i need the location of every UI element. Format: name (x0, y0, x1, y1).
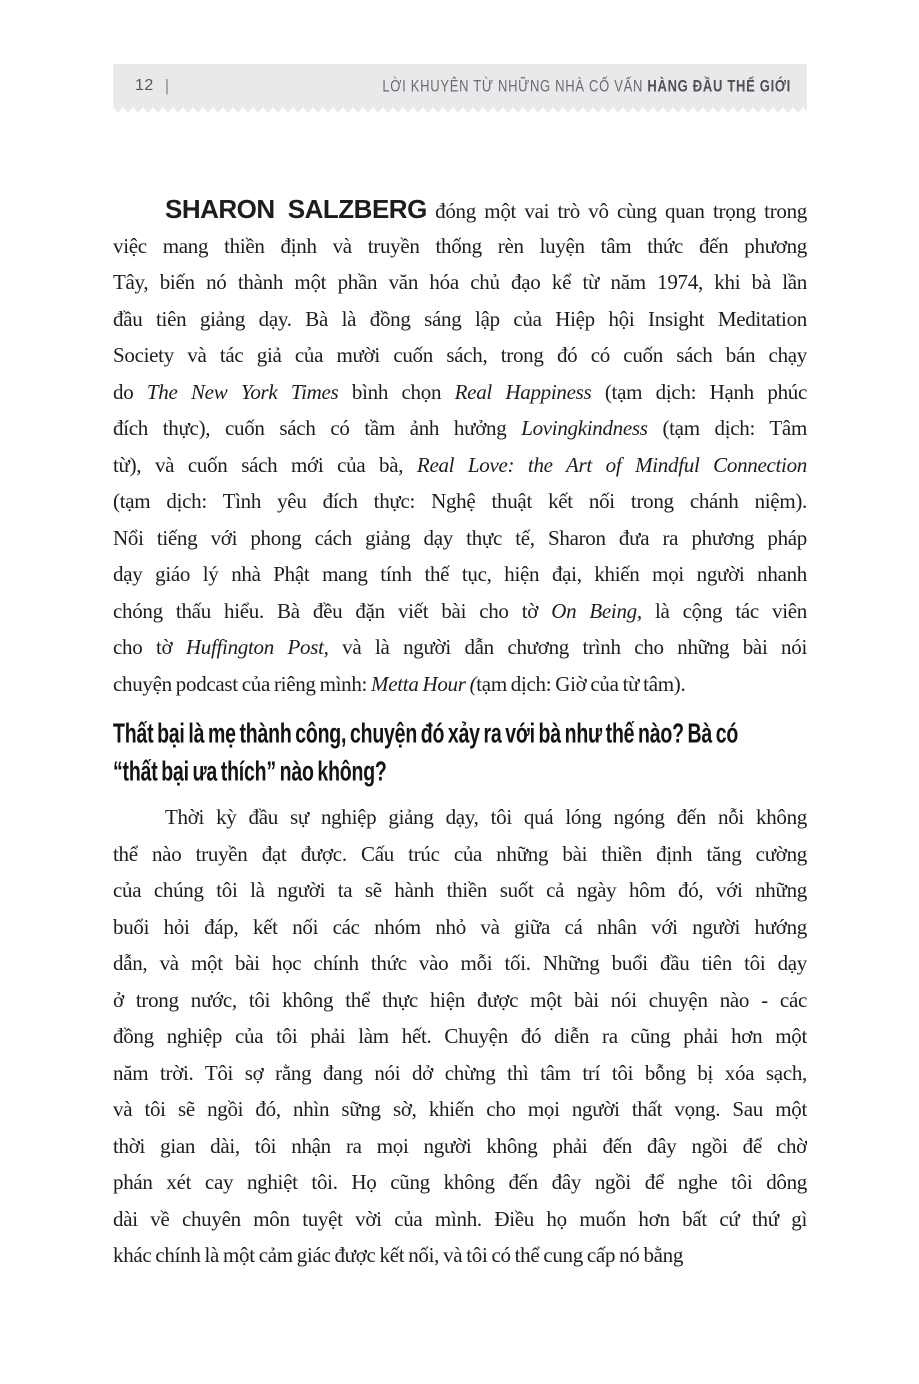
text-line (113, 982, 807, 1019)
text-line (113, 337, 807, 374)
text-line (113, 447, 807, 484)
page-number: 12 (135, 76, 154, 94)
text-run: Society và tác giả của mười cuốn sách, trong đó có cuốn sách bán chạy (113, 343, 807, 367)
page-header (113, 64, 807, 107)
text-line (113, 1018, 807, 1055)
running-head-regular: LỜI KHUYÊN TỪ NHỮNG NHÀ CỐ VẤN (382, 75, 648, 96)
person-name: SHARON SALZBERG (165, 194, 427, 224)
text-line (113, 1091, 807, 1128)
text-run: phán xét cay nghiệt tôi. Họ cũng không đến đây ngồi để nghe tôi dông (113, 1170, 807, 1194)
text-run: đầu tiên giảng dạy. Bà là đồng sáng lập của Hiệp hội Insight Meditation (113, 306, 807, 331)
text-run: (tạm dịch: Tâm (647, 416, 807, 440)
text-line (113, 556, 807, 593)
text-line (113, 191, 807, 228)
text-line (113, 872, 807, 909)
italic-title-text: Real Happiness (454, 379, 592, 404)
text-run: việc mang thiền định và truyền thống rèn luyện tâm thức đến phương (113, 233, 807, 258)
italic-title-text: Lovingkindness (521, 416, 648, 440)
text-run: chuyện podcast của riêng mình: (113, 671, 372, 696)
italic-title-text: The New York Times (146, 379, 339, 404)
text-line (113, 1237, 807, 1274)
text-line (113, 666, 807, 703)
question-heading-line: “thất bại ưa thích” nào không? (113, 756, 387, 788)
page-number-divider: | (164, 75, 170, 95)
text-run: là cộng tác viên (641, 598, 807, 623)
text-line (113, 593, 807, 630)
question-heading-line: Thất bại là mẹ thành công, chuyện đó xảy ra với bà như thế nào? Bà có (113, 718, 739, 750)
running-head (382, 76, 791, 96)
text-line (113, 483, 807, 520)
text-run: buổi hỏi đáp, kết nối các nhóm nhỏ và giữa cá nhân với người hướng (113, 914, 807, 939)
text-run: Nổi tiếng với phong cách giảng dạy thực tế, Sharon đưa ra phương pháp (113, 525, 807, 550)
text-run: từ), và cuốn sách mới của bà, (113, 452, 417, 477)
text-line (113, 410, 807, 447)
text-run: ở trong nước, tôi không thể thực hiện được một bài nói chuyện nào - các (113, 987, 807, 1012)
text-run: chóng thấu hiểu. Bà đều đặn viết bài cho tờ (113, 598, 552, 623)
text-run: và tôi sẽ ngồi đó, nhìn sững sờ, khiến cho mọi người thất vọng. Sau một (113, 1097, 807, 1121)
text-line (113, 1055, 807, 1092)
page-number-group (135, 76, 170, 96)
text-run: dẫn, và một bài học chính thức vào mỗi tối. Những buổi đầu tiên tôi dạy (113, 951, 807, 975)
text-run: thể nào truyền đạt được. Cấu trúc của những bài thiền định tăng cường (113, 841, 807, 866)
text-line (113, 836, 807, 873)
text-line (113, 1201, 807, 1238)
text-line (113, 520, 807, 557)
text-run: thời gian dài, tôi nhận ra mọi người không phải đến đây ngồi để chờ (113, 1133, 807, 1158)
text-line (113, 945, 807, 982)
text-run: năm trời. Tôi sợ rằng đang nói dở chừng thì tâm trí tôi bỗng bị xóa sạch, (113, 1060, 807, 1085)
text-line (113, 301, 807, 338)
text-run: Thời kỳ đầu sự nghiệp giảng dạy, tôi quá lóng ngóng đến nỗi không (165, 805, 807, 829)
intro-paragraph (113, 191, 807, 702)
text-run: đóng một vai trò vô cùng quan trọng trong (426, 199, 807, 223)
text-line (113, 909, 807, 946)
italic-title-text: On Being, (551, 598, 642, 623)
question-heading (113, 716, 807, 792)
italic-title-text: Real Love: the Art of Mindful Connection (416, 452, 807, 477)
running-head-bold: HÀNG ĐẦU THẾ GIỚI (647, 75, 791, 96)
text-line (113, 264, 807, 301)
perforated-edge-decoration (113, 107, 807, 113)
text-run: khác chính là một cảm giác được kết nối, và tôi có thể cung cấp nó bằng (113, 1243, 684, 1267)
text-run: của chúng tôi là người ta sẽ hành thiền suốt cả ngày hôm đó, với những (113, 878, 807, 902)
text-run: do (113, 379, 147, 404)
text-line (113, 629, 807, 666)
text-run: (tạm dịch: Tình yêu đích thực: Nghệ thuật kết nối trong chánh niệm). (113, 489, 807, 513)
text-line (113, 1128, 807, 1165)
text-run: (tạm dịch: Hạnh phúc (591, 379, 807, 404)
text-run: Tây, biến nó thành một phần văn hóa chủ đạo kể từ năm 1974, khi bà lần (113, 270, 807, 294)
text-run: tạm dịch: Giờ của từ tâm). (476, 671, 686, 696)
italic-title-text: Huffington Post, (185, 635, 329, 659)
text-run: bình chọn (338, 379, 455, 404)
text-line (113, 799, 807, 836)
text-line (113, 1164, 807, 1201)
text-run: đích thực), cuốn sách có tầm ảnh hưởng (113, 416, 522, 440)
answer-paragraph (113, 799, 807, 1274)
text-run: dạy giáo lý nhà Phật mang tính thế tục, hiện đại, khiến mọi người nhanh (113, 562, 807, 586)
text-line (113, 228, 807, 265)
text-run: cho tờ (113, 635, 186, 659)
italic-title-text: Metta Hour ( (371, 671, 477, 696)
text-run: và là người dẫn chương trình cho những bài nói (328, 635, 807, 659)
text-run: dài về chuyên môn tuyệt vời của mình. Điều họ muốn hơn bất cứ thứ gì (113, 1206, 807, 1231)
text-line (113, 374, 807, 411)
text-run: đồng nghiệp của tôi phải làm hết. Chuyện đó diễn ra cũng phải hơn một (113, 1024, 807, 1048)
